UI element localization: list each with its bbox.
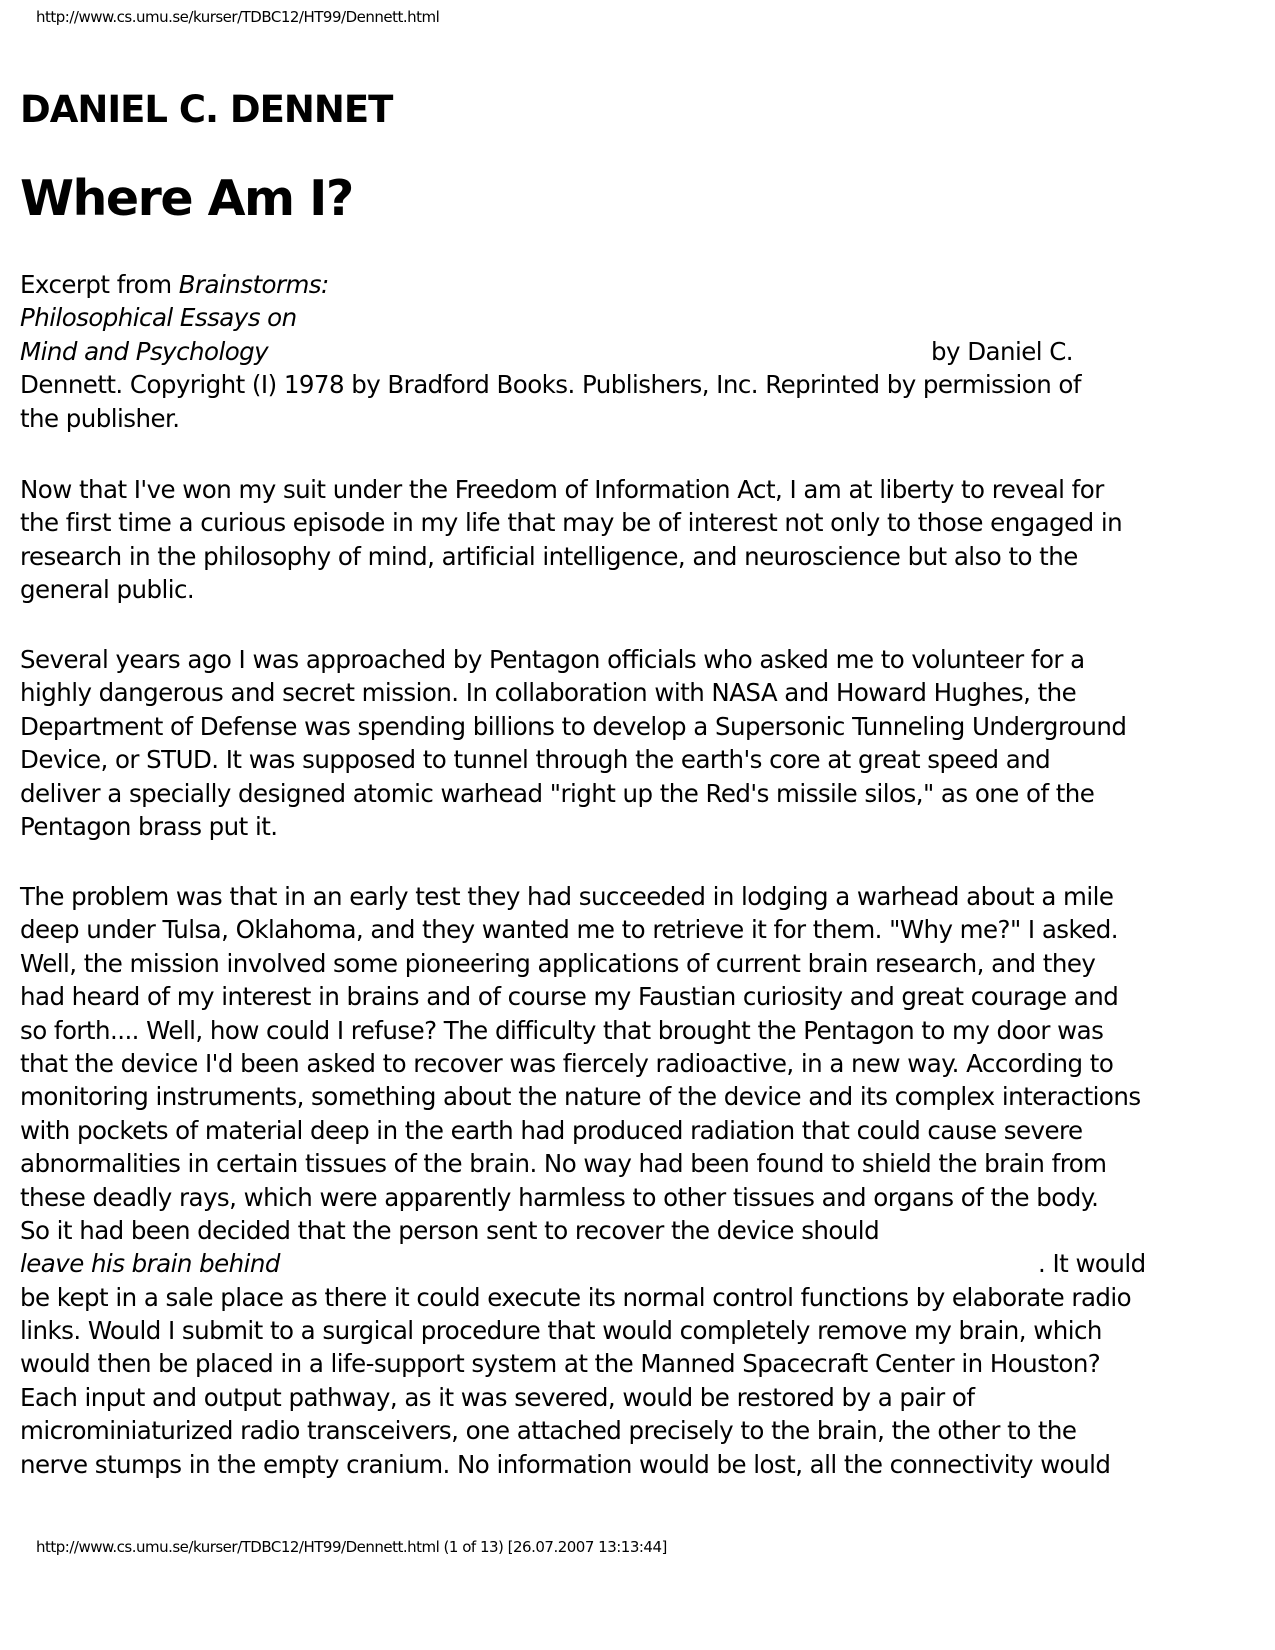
text-line: with pockets of material deep in the earth had produced radiation that could cause severe xyxy=(20,1115,1083,1145)
page-header-url: http://www.cs.umu.se/kurser/TDBC12/HT99/Dennett.html xyxy=(36,8,440,26)
text-line: monitoring instruments, something about the nature of the device and its complex interactions xyxy=(20,1082,1141,1112)
citation-line xyxy=(20,268,1260,301)
paragraph-1 xyxy=(20,473,1260,607)
text-line: Each input and output pathway, as it was severed, would be restored by a pair of xyxy=(20,1382,975,1412)
text-line: The problem was that in an early test they had succeeded in lodging a warhead about a mile xyxy=(20,882,1114,911)
text-line: links. Would I submit to a surgical procedure that would completely remove my brain, which xyxy=(20,1316,1102,1346)
citation-prefix: Excerpt from xyxy=(20,270,179,299)
text-line: these deadly rays, which were apparently harmless to other tissues and organs of the body. xyxy=(20,1182,1099,1212)
book-title-part-2: Philosophical Essays on xyxy=(20,303,297,333)
text-line: microminiaturized radio transceivers, one attached precisely to the brain, the other to the xyxy=(20,1416,1077,1446)
text-line: deliver a specially designed atomic warhead "right up the Red's missile silos," as one of the xyxy=(20,778,1095,808)
page-title: Where Am I? xyxy=(20,170,353,227)
text-line: be kept in a sale place as there it could execute its normal control functions by elaborate radio xyxy=(20,1282,1132,1312)
text-line: So it had been decided that the person sent to recover the device should xyxy=(20,1215,880,1245)
text-line: Several years ago I was approached by Pentagon officials who asked me to volunteer for a xyxy=(20,645,1085,674)
text-line: deep under Tulsa, Oklahoma, and they wanted me to retrieve it for them. "Why me?" I asked. xyxy=(20,915,1119,945)
emphasis-line xyxy=(20,1247,1260,1280)
citation-line xyxy=(20,335,1260,368)
citation-line: Dennett. Copyright (I) 1978 by Bradford Books. Publishers, Inc. Reprinted by permission of xyxy=(20,370,1081,400)
author-heading: DANIEL C. DENNET xyxy=(20,88,393,131)
text-line: Now that I've won my suit under the Freedom of Information Act, I am at liberty to reveal for xyxy=(20,475,1104,504)
text-line: the first time a curious episode in my life that may be of interest not only to those engaged in xyxy=(20,508,1123,538)
book-title-part-3: Mind and Psychology xyxy=(20,336,269,366)
text-line: Device, or STUD. It was supposed to tunnel through the earth's core at great speed and xyxy=(20,745,1051,775)
text-line: had heard of my interest in brains and of course my Faustian curiosity and great courage and xyxy=(20,982,1119,1012)
emphasis-continuation: . It would xyxy=(1038,1249,1146,1279)
citation-block xyxy=(20,268,1260,435)
text-line: general public. xyxy=(20,575,195,605)
emphasis-text: leave his brain behind xyxy=(20,1249,280,1279)
text-line: so forth.... Well, how could I refuse? The difficulty that brought the Pentagon to my door was xyxy=(20,1015,1104,1045)
text-line: Pentagon brass put it. xyxy=(20,811,278,841)
text-line: would then be placed in a life-support system at the Manned Spacecraft Center in Houston? xyxy=(20,1349,1101,1379)
text-line: abnormalities in certain tissues of the brain. No way had been found to shield the brain from xyxy=(20,1149,1107,1179)
paragraph-3 xyxy=(20,880,1260,1481)
text-line: that the device I'd been asked to recover was fiercely radioactive, in a new way. According to xyxy=(20,1048,1114,1078)
book-title-part-1: Brainstorms: xyxy=(178,270,329,299)
text-line: Well, the mission involved some pioneering applications of current brain research, and they xyxy=(20,948,1096,978)
citation-line xyxy=(20,301,1260,334)
text-line: nerve stumps in the empty cranium. No information would be lost, all the connectivity would xyxy=(20,1449,1111,1479)
text-line: research in the philosophy of mind, artificial intelligence, and neuroscience but also to the xyxy=(20,541,1078,571)
text-line: Department of Defense was spending billions to develop a Supersonic Tunneling Underground xyxy=(20,711,1127,741)
page-footer: http://www.cs.umu.se/kurser/TDBC12/HT99/Dennett.html (1 of 13) [26.07.2007 13:13:44] xyxy=(36,1538,667,1556)
citation-line: the publisher. xyxy=(20,403,180,433)
paragraph-2 xyxy=(20,643,1260,843)
citation-byline: by Daniel C. xyxy=(931,336,1074,366)
text-line: highly dangerous and secret mission. In collaboration with NASA and Howard Hughes, the xyxy=(20,678,1077,708)
